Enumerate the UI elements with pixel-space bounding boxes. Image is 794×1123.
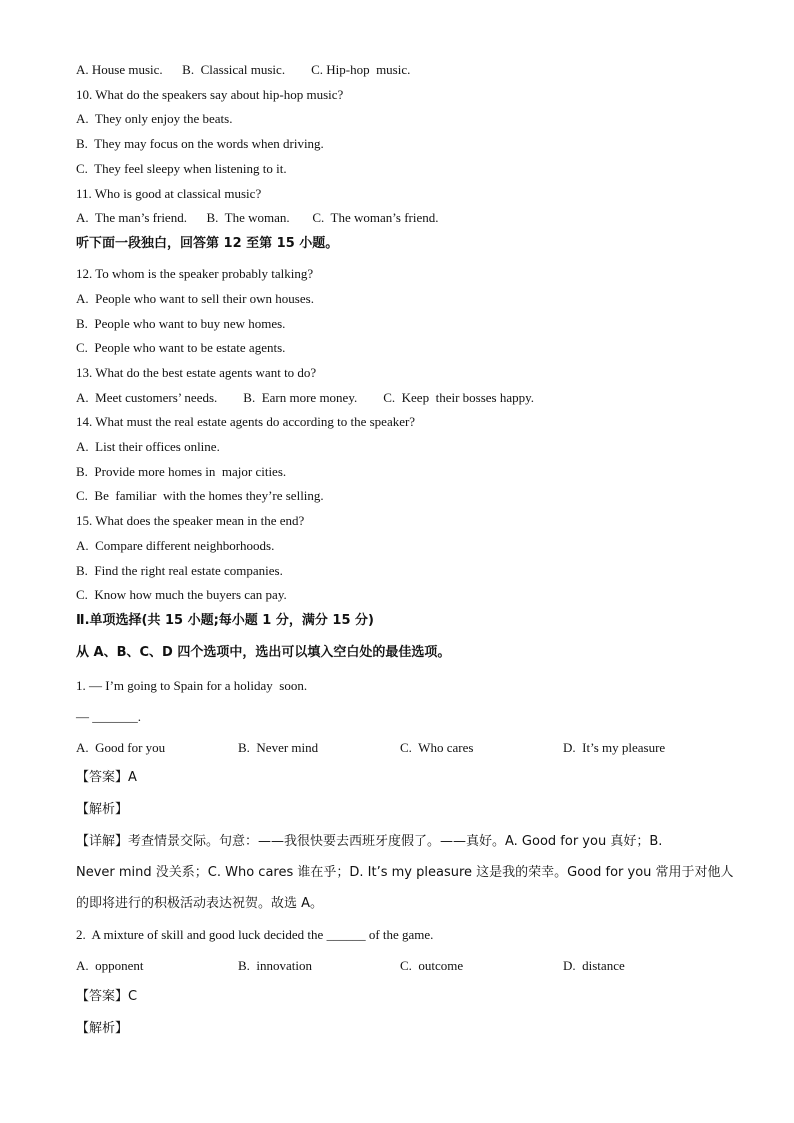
q15-option-c: C. Know how much the buyers can pay. xyxy=(76,587,287,602)
q1-option-a: A. Good for you xyxy=(76,740,166,755)
q10-question: 10. What do the speakers say about hip-hop music? xyxy=(76,87,344,102)
part2-title: Ⅱ.单项选择(共 15 小题;每小题 1 分，满分 15 分) xyxy=(76,613,374,628)
q1-response-blank: — _______. xyxy=(76,709,141,724)
q1-analysis-label: 【解析】 xyxy=(76,802,129,817)
q13-options: A. Meet customers’ needs. B. Earn more money. C. Keep their bosses happy. xyxy=(76,390,535,405)
q10-option-a: A. They only enjoy the beats. xyxy=(76,111,233,126)
q12-question: 12. To whom is the speaker probably talking? xyxy=(76,266,314,281)
q1-option-d: D. It’s my pleasure xyxy=(563,740,666,755)
q9-options: A. House music. B. Classical music. C. Hip-hop music. xyxy=(76,62,411,77)
q1-detail-line-1: 【详解】考查情景交际。句意：——我很快要去西班牙度假了。——真好。A. Good for you 真好；B. xyxy=(76,834,663,849)
q12-option-a: A. People who want to sell their own houses. xyxy=(76,291,314,306)
q11-question: 11. Who is good at classical music? xyxy=(76,186,262,201)
q14-option-a: A. List their offices online. xyxy=(76,439,220,454)
q2-prompt: 2. A mixture of skill and good luck decided the ______ of the game. xyxy=(76,927,434,942)
q14-option-c: C. Be familiar with the homes they’re selling. xyxy=(76,488,324,503)
q1-option-b: B. Never mind xyxy=(238,740,319,755)
q13-question: 13. What do the best estate agents want to do? xyxy=(76,365,317,380)
q2-option-d: D. distance xyxy=(563,958,625,973)
q1-detail-line-3: 的即将进行的积极活动表达祝贺。故选 A。 xyxy=(76,896,324,911)
q2-option-c: C. outcome xyxy=(400,958,464,973)
q15-option-a: A. Compare different neighborhoods. xyxy=(76,538,275,553)
q2-option-a: A. opponent xyxy=(76,958,144,973)
q1-option-c: C. Who cares xyxy=(400,740,474,755)
q12-option-c: C. People who want to be estate agents. xyxy=(76,340,286,355)
q2-answer: 【答案】C xyxy=(76,989,138,1004)
q15-option-b: B. Find the right real estate companies. xyxy=(76,563,283,578)
q11-options: A. The man’s friend. B. The woman. C. The woman’s friend. xyxy=(76,210,439,225)
q10-option-c: C. They feel sleepy when listening to it. xyxy=(76,161,287,176)
q15-question: 15. What does the speaker mean in the end? xyxy=(76,513,305,528)
q1-detail-line-2: Never mind 没关系；C. Who cares 谁在乎；D. It’s my pleasure 这是我的荣幸。Good for you 常用于对他人 xyxy=(76,865,734,880)
part2-instructions: 从 A、B、C、D 四个选项中，选出可以填入空白处的最佳选项。 xyxy=(76,645,451,660)
q2-analysis-label: 【解析】 xyxy=(76,1021,129,1036)
q2-option-b: B. innovation xyxy=(238,958,313,973)
q1-prompt: 1. — I’m going to Spain for a holiday soon. xyxy=(76,678,308,693)
q1-answer: 【答案】A xyxy=(76,770,137,785)
q12-option-b: B. People who want to buy new homes. xyxy=(76,316,286,331)
q14-option-b: B. Provide more homes in major cities. xyxy=(76,464,287,479)
q10-option-b: B. They may focus on the words when driving. xyxy=(76,136,324,151)
q14-question: 14. What must the real estate agents do according to the speaker? xyxy=(76,414,416,429)
section-heading-monologue: 听下面一段独白，回答第 12 至第 15 小题。 xyxy=(76,236,339,251)
